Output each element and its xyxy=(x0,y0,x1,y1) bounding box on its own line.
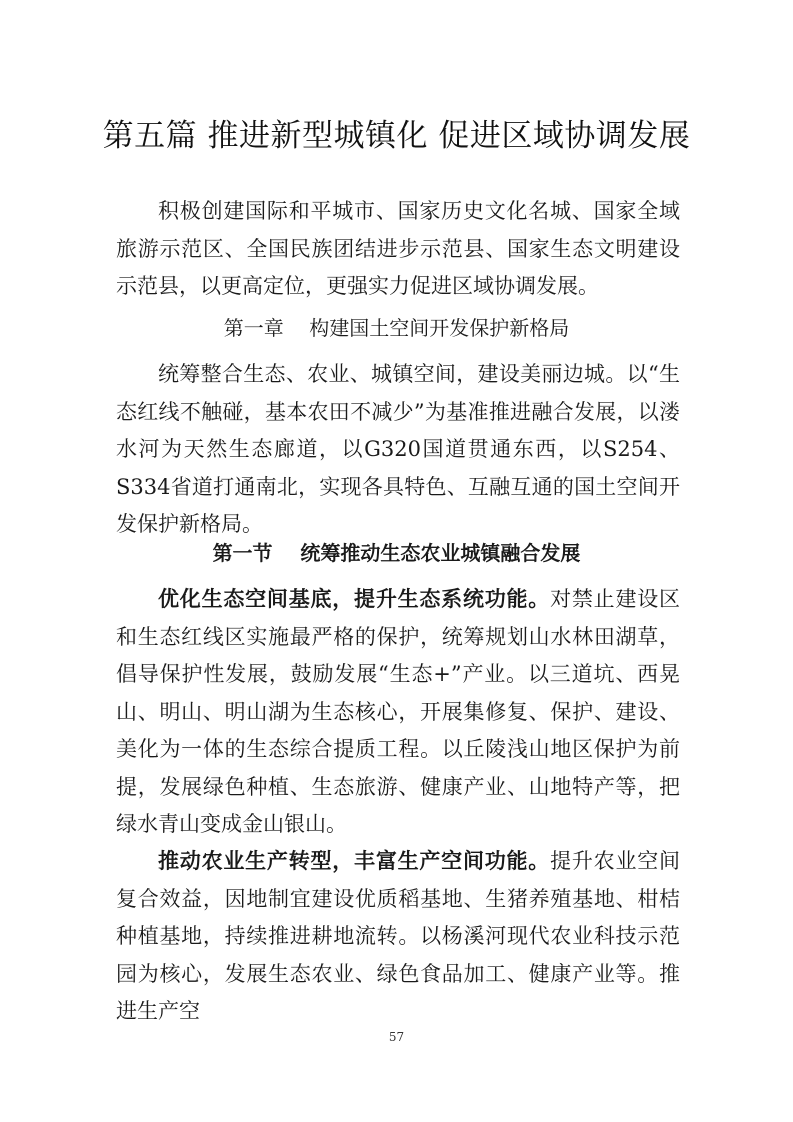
paragraph-ecology-lead: 优化生态空间基底，提升生态系统功能。 xyxy=(158,586,551,611)
paragraph-ecology-body: 对禁止建设区和生态红线区实施最严格的保护，统筹规划山水林田湖草，倡导保护性发展，鼓励发展“生态+”产业。以三道坑、西晃山、明山、明山湖为生态核心，开展集修复、保护、建设、美化为一体的生态综合提质工程。以丘陵浅山地区保护为前提，发展绿色种植、生态旅游、健康产业、山地特产等，把绿水青山变成金山银山。 xyxy=(116,587,681,836)
intro-block xyxy=(116,193,680,306)
section-block-1 xyxy=(116,580,680,844)
section-block-2 xyxy=(116,842,680,1031)
paragraph-agriculture-body: 提升农业空间复合效益，因地制宜建设优质稻基地、生猪养殖基地、柑桔种植基地，持续推进耕地流转。以杨溪河现代农业科技示范园为核心，发展生态农业、绿色食品加工、健康产业等。推进生产空 xyxy=(116,849,681,1023)
chapter-title: 第一章 构建国土空间开发保护新格局 xyxy=(223,316,570,340)
paragraph-agriculture xyxy=(116,842,680,1031)
chapter-paragraph: 统筹整合生态、农业、城镇空间，建设美丽边城。以“生态红线不触碰，基本农田不减少”为基准推进融合发展，以溇水河为天然生态廊道，以G320国道贯通东西，以S254、S334省道打通南北，实现各具特色、互融互通的国土空间开发保护新格局。 xyxy=(116,362,680,536)
part-title: 第五篇 推进新型城镇化 促进区域协调发展 xyxy=(102,118,691,154)
intro-paragraph: 积极创建国际和平城市、国家历史文化名城、国家全域旅游示范区、全国民族团结进步示范县、国家生态文明建设示范县，以更高定位，更强实力促进区域协调发展。 xyxy=(116,199,680,298)
paragraph-agriculture-lead: 推动农业生产转型，丰富生产空间功能。 xyxy=(158,848,551,873)
chapter-block xyxy=(116,356,680,544)
section-title: 第一节 统筹推动生态农业城镇融合发展 xyxy=(212,541,581,565)
page-number: 57 xyxy=(388,1030,405,1044)
paragraph-ecology xyxy=(116,580,680,844)
